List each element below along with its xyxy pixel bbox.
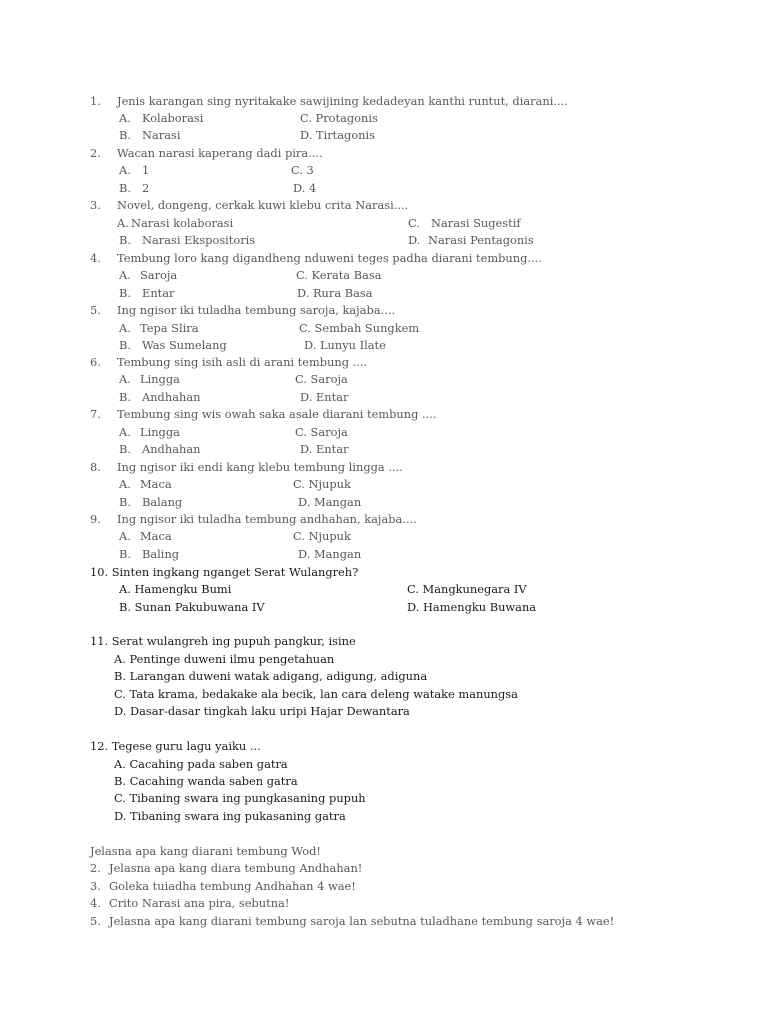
option-letter: B. (119, 442, 131, 456)
essay-question-text: Crito Narasi ana pira, sebutna! (109, 896, 290, 910)
option-text: D. Rura Basa (297, 286, 373, 300)
option-letter: A. (119, 529, 131, 543)
option-text: Narasi Sugestif (431, 216, 521, 230)
option-d: D. Dasar-dasar tingkah laku uripi Hajar Dewantara (114, 704, 410, 718)
option-letter: B. (119, 233, 131, 247)
option-text: Andhahan (142, 390, 201, 404)
option-text: C. 3 (291, 163, 314, 177)
option-text: C. Kerata Basa (296, 268, 382, 282)
question-number: 2. (90, 146, 101, 160)
question-number: 1. (90, 94, 101, 108)
option-text: C. Njupuk (293, 477, 351, 491)
essay-question-text: Jelasna apa kang diara tembung Andhahan! (109, 861, 363, 875)
option-text: Narasi Pentagonis (428, 233, 534, 247)
option-text: C. Saroja (295, 372, 348, 386)
question-text: Jenis karangan sing nyritakake sawijining kedadeyan kanthi runtut, diarani.... (117, 94, 568, 108)
option-text: C. Protagonis (300, 111, 378, 125)
option-text: D. Mangan (298, 547, 362, 561)
option-letter: A. (119, 268, 131, 282)
option-text: Lingga (140, 372, 180, 386)
option-text: D. Lunyu Ilate (304, 338, 386, 352)
option-text: D. Entar (300, 390, 349, 404)
option-letter: B. (119, 128, 131, 142)
question-text: Tembung sing isih asli di arani tembung .... (117, 355, 368, 369)
option-a: A. Pentinge duweni ilmu pengetahuan (114, 652, 335, 666)
option-text: Maca (140, 477, 172, 491)
question-text: 12. Tegese guru lagu yaiku ... (90, 739, 261, 753)
option-letter: A. (119, 111, 131, 125)
option-text: Baling (142, 547, 180, 561)
option-letter: B. (119, 495, 131, 509)
option-letter: A. (119, 477, 131, 491)
option-text: C. Saroja (295, 425, 348, 439)
essay-question-text: Goleka tuiadha tembung Andhahan 4 wae! (109, 879, 356, 893)
option-letter: B. (119, 390, 131, 404)
option-text: Balang (142, 495, 183, 509)
question-text: 10. Sinten ingkang nganget Serat Wulangreh? (90, 565, 359, 579)
option-text: D. Tirtagonis (300, 128, 375, 142)
option-letter: A. (119, 163, 131, 177)
question-text: Ing ngisor iki tuladha tembung andhahan, kajaba.... (117, 512, 417, 526)
option-text: Maca (140, 529, 172, 543)
option-text: D. Mangan (298, 495, 362, 509)
option-letter: D. (408, 233, 421, 247)
question-number: 5. (90, 303, 101, 317)
question-text: Wacan narasi kaperang dadi pira.... (117, 146, 323, 160)
option-text: Lingga (140, 425, 180, 439)
essay-question-text: Jelasna apa kang diarani tembung saroja lan sebutna tuladhane tembung saroja 4 wae! (109, 914, 615, 928)
question-number: 8. (90, 460, 101, 474)
essay-question-number: 3. (90, 879, 101, 893)
question-text: Tembung sing wis owah saka asale diarani tembung .... (117, 407, 437, 421)
option-text: Saroja (140, 268, 178, 282)
option-letter: A. (119, 425, 131, 439)
option-text: 1 (142, 163, 150, 177)
option-text: Tepa Slira (140, 321, 199, 335)
option-letter: B. (119, 181, 131, 195)
essay-question-number: 2. (90, 861, 101, 875)
option-text: C. Njupuk (293, 529, 351, 543)
option-text: Narasi Ekspositoris (142, 233, 256, 247)
option-a: A. Hamengku Bumi (119, 582, 232, 596)
question-number: 6. (90, 355, 101, 369)
option-text: Entar (142, 286, 175, 300)
option-text: D. 4 (293, 181, 317, 195)
option-text: Was Sumelang (142, 338, 227, 352)
option-c: C. Tata krama, bedakake ala becik, lan cara deleng watake manungsa (114, 687, 518, 701)
question-number: 9. (90, 512, 101, 526)
option-text: Andhahan (142, 442, 201, 456)
question-number: 3. (90, 198, 101, 212)
option-d: D. Hamengku Buwana (407, 600, 537, 614)
option-letter: C. (408, 216, 420, 230)
option-d: D. Tibaning swara ing pukasaning gatra (114, 809, 346, 823)
question-text: Tembung loro kang digandheng nduweni teges padha diarani tembung.... (117, 251, 542, 265)
option-b: B. Larangan duweni watak adigang, adigung, adiguna (114, 669, 428, 683)
essay-question-text: Jelasna apa kang diarani tembung Wod! (90, 844, 321, 858)
option-text: Narasi (142, 128, 181, 142)
essay-question-number: 4. (90, 896, 101, 910)
option-text: C. Sembah Sungkem (299, 321, 420, 335)
option-text: Narasi kolaborasi (131, 216, 234, 230)
option-text: 2 (142, 181, 150, 195)
option-c: C. Tibaning swara ing pungkasaning pupuh (114, 791, 366, 805)
option-b: B. Cacahing wanda saben gatra (114, 774, 298, 788)
option-text: D. Entar (300, 442, 349, 456)
question-text: 11. Serat wulangreh ing pupuh pangkur, isine (90, 634, 356, 648)
question-text: Ing ngisor iki endi kang klebu tembung lingga .... (117, 460, 403, 474)
option-letter: A. (119, 372, 131, 386)
question-text: Novel, dongeng, cerkak kuwi klebu crita Narasi.... (117, 198, 409, 212)
option-b: B. Sunan Pakubuwana IV (119, 600, 265, 614)
option-letter: B. (119, 338, 131, 352)
option-letter: A. (119, 321, 131, 335)
option-letter: B. (119, 286, 131, 300)
option-letter: A. (117, 216, 129, 230)
option-text: Kolaborasi (142, 111, 204, 125)
option-letter: B. (119, 547, 131, 561)
option-c: C. Mangkunegara IV (407, 582, 527, 596)
option-a: A. Cacahing pada saben gatra (114, 757, 288, 771)
question-number: 4. (90, 251, 101, 265)
question-number: 7. (90, 407, 101, 421)
question-text: Ing ngisor iki tuladha tembung saroja, kajaba.... (117, 303, 396, 317)
essay-question-number: 5. (90, 914, 101, 928)
